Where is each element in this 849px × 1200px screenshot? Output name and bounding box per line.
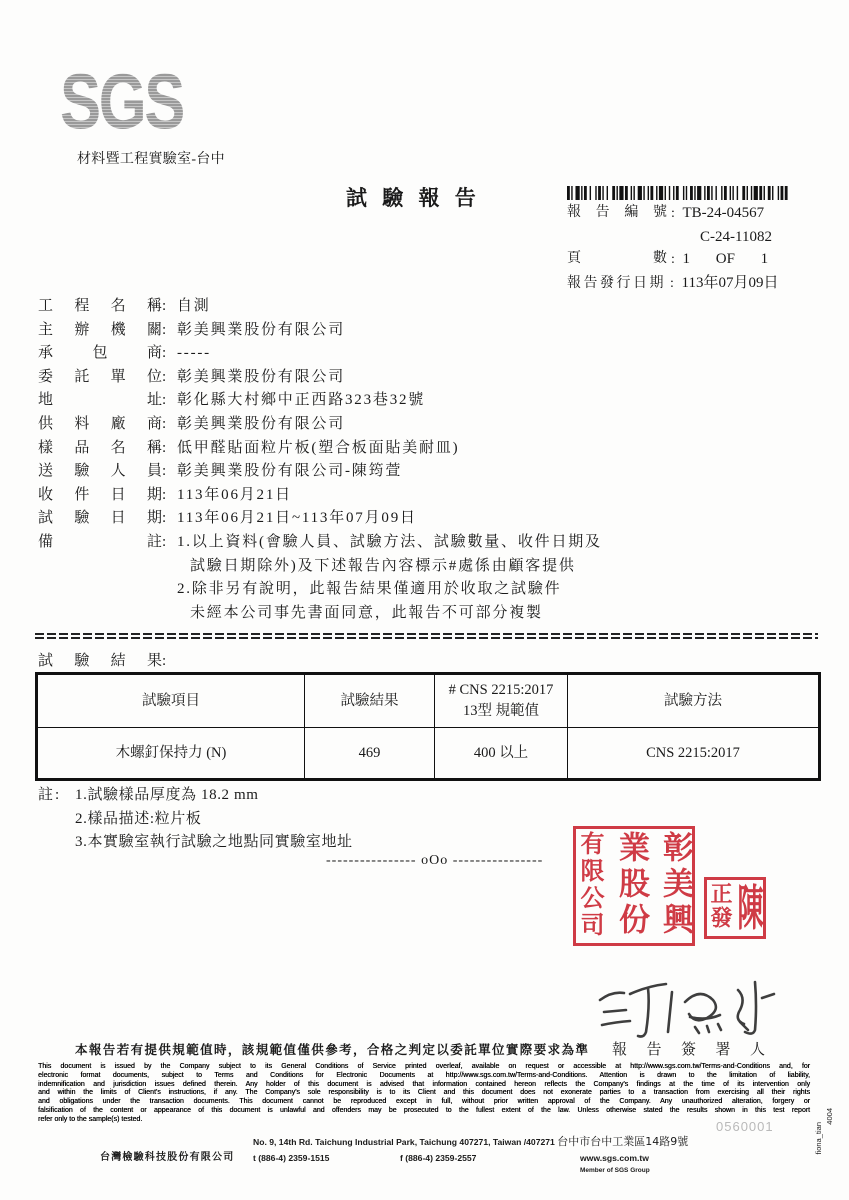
cell-test-method: CNS 2215:2017	[568, 728, 820, 780]
header-spec-value	[435, 674, 568, 728]
barcode-bar	[595, 186, 596, 200]
field-label: 地 址	[38, 392, 162, 409]
barcode-bar	[656, 186, 657, 200]
footer-member-note: Member of SGS Group	[580, 1167, 650, 1174]
colon: :	[162, 653, 167, 669]
legal-line: and within the limits of Client's instructions, if any. The Company's sole responsibility is to its Client and this document does not exonerate parties to a transaction from exercising all their rights	[38, 1089, 810, 1097]
colon: :	[671, 206, 675, 221]
field-label: 樣 品 名 稱	[38, 439, 162, 456]
barcode-bar	[669, 186, 670, 200]
serial-number: 0560001	[716, 1119, 774, 1134]
barcode-bar	[631, 186, 632, 200]
remarks-row	[38, 602, 658, 626]
barcode-bar	[772, 186, 773, 200]
barcode-bar	[737, 186, 738, 200]
cell-spec-value: 400 以上	[435, 728, 568, 780]
barcode-bar	[707, 186, 710, 200]
issue-date-label: 報告發行日期	[567, 276, 666, 291]
barcode-bar	[633, 186, 634, 200]
footer-phone: t (886-4) 2359-1515	[253, 1153, 330, 1163]
seal-column: 有限公司	[576, 831, 605, 939]
colon: :	[55, 787, 60, 803]
barcode-bar	[715, 186, 716, 200]
barcode-bar	[724, 186, 727, 200]
barcode-bar	[659, 186, 663, 200]
header-test-result: 試驗結果	[305, 674, 435, 728]
barcode-bar	[742, 186, 745, 200]
remarks-line: 2.除非另有說明，此報告結果僅適用於收取之試驗件	[177, 581, 562, 598]
field-value: 113年06月21日	[177, 486, 292, 503]
notes	[38, 784, 598, 855]
report-number-row	[567, 203, 764, 224]
barcode-bar	[751, 186, 752, 200]
remarks-line: 未經本公司事先書面同意，此報告不可部分複製	[190, 604, 543, 621]
field-value: 彰化縣大村鄉中正西路323巷32號	[177, 392, 426, 409]
table-row	[37, 728, 820, 780]
field-supplier	[38, 413, 658, 437]
field-sample-name	[38, 437, 658, 461]
barcode-bar	[781, 186, 784, 200]
barcode-bar	[581, 186, 582, 200]
field-value: 彰美興業股份有限公司	[177, 368, 346, 385]
report-fields	[38, 295, 658, 625]
colon: :	[162, 463, 167, 480]
barcode	[567, 186, 789, 200]
barcode-bar	[683, 186, 684, 200]
side-username: fiona_tian	[814, 1122, 823, 1155]
issue-date: 113年07月09日	[681, 275, 779, 291]
barcode-bar	[694, 186, 695, 200]
remarks-row	[38, 555, 658, 579]
remarks-line: 1.以上資料(會驗人員、試驗方法、試驗數量、收件日期及	[177, 533, 602, 550]
field-client	[38, 366, 658, 390]
field-project-name	[38, 295, 658, 319]
report-number-secondary: C-24-11082	[700, 229, 772, 245]
barcode-bar	[619, 186, 623, 200]
results-table	[35, 672, 821, 781]
legal-line: refer only to the sample(s) tested.	[38, 1115, 143, 1123]
note-item	[38, 831, 598, 855]
colon: :	[162, 368, 167, 385]
colon: :	[671, 252, 675, 267]
field-received-date	[38, 484, 658, 508]
barcode-bar	[567, 186, 570, 200]
remarks-label: 備 註	[38, 533, 162, 550]
barcode-bar	[571, 186, 572, 200]
barcode-bar	[673, 186, 674, 200]
colon: :	[162, 533, 167, 550]
colon: :	[670, 276, 674, 291]
barcode-bar	[650, 186, 653, 200]
footer-website: www.sgs.com.tw	[580, 1153, 649, 1163]
divider-line	[35, 637, 818, 639]
colon: :	[162, 392, 167, 409]
note-text: 3.本實驗室執行試驗之地點同實驗室地址	[75, 834, 353, 850]
note-text: 1.試驗樣品厚度為 18.2 mm	[75, 787, 259, 803]
field-test-date	[38, 507, 658, 531]
seal-column: 正發	[707, 882, 733, 930]
barcode-bar	[697, 186, 701, 200]
signatory-label: 報 告 簽 署 人	[612, 1042, 765, 1058]
field-label: 委 託 單 位	[38, 368, 162, 385]
legal-line: and obligations under the transaction documents. This document cannot be reproduced except in full, without prior written approval of the Company. Any unauthorized alteration, forgery or	[38, 1098, 810, 1106]
report-title: 試 驗 報 告	[346, 186, 481, 210]
barcode-bar	[575, 186, 579, 200]
colon: :	[162, 510, 167, 527]
side-number: 4004	[825, 1108, 834, 1125]
field-value: 彰美興業股份有限公司-陳筠萱	[177, 463, 403, 480]
barcode-bar	[721, 186, 722, 200]
double-divider	[35, 632, 818, 640]
colon: :	[162, 415, 167, 432]
barcode-bar	[602, 186, 603, 200]
remarks-line: 試驗日期除外)及下述報告內容標示#處係由顧客提供	[190, 557, 576, 574]
legal-line: electronic format documents, subject to Terms and Conditions for Electronic Documents at http://www.sgs.com.tw/Terms-and-Conditions. Attention is drawn to the limitation of liability,	[38, 1071, 810, 1079]
cell-test-result: 469	[305, 728, 435, 780]
field-value: 低甲醛貼面粒片板(塑合板面貼美耐皿)	[177, 439, 460, 456]
legal-terms	[38, 1063, 810, 1125]
footer-address-en: No. 9, 14th Rd. Taichung Industrial Park, Taichung 407271, Taiwan /407271	[253, 1137, 555, 1147]
barcode-bar	[778, 186, 779, 200]
barcode-bar	[732, 186, 733, 200]
header-spec-standard: # CNS 2215:2017	[448, 682, 554, 698]
field-label: 主 辦 機 關	[38, 321, 162, 338]
legal-line: indemnification and jurisdiction issues defined therein. Any holder of this document is advised that information contained hereon reflects the Company's findings at the time of its intervention only	[38, 1080, 810, 1088]
field-contractor	[38, 342, 658, 366]
results-label: 試 驗 結 果	[38, 653, 162, 669]
header-spec-type: 13型 規範值	[462, 703, 540, 719]
remarks-row	[38, 531, 658, 555]
barcode-bar	[612, 186, 615, 200]
field-submitter	[38, 460, 658, 484]
colon: :	[162, 321, 167, 338]
legal-line: This document is issued by the Company subject to its General Conditions of Service printed overleaf, available on request or accessible at http://www.sgs.com.tw/Terms-and-Conditions and, for	[38, 1063, 810, 1070]
person-seal	[704, 877, 766, 939]
barcode-bar	[711, 186, 712, 200]
footer-address-zh: 台中市台中工業區14路9號	[557, 1135, 689, 1148]
notes-label: 註	[38, 787, 54, 803]
end-of-report-mark: ---------------- oOo ----------------	[326, 853, 544, 868]
barcode-bar	[704, 186, 705, 200]
barcode-bar	[616, 186, 617, 200]
field-organizer	[38, 319, 658, 343]
barcode-bar	[785, 186, 788, 200]
remarks-row	[38, 578, 658, 602]
colon: :	[162, 486, 167, 503]
field-value: 自測	[177, 298, 211, 314]
sgs-logo: SGS	[60, 57, 184, 145]
seal-column: 彰美興	[657, 831, 693, 939]
issue-date-row	[567, 273, 778, 294]
barcode-bar	[676, 186, 679, 200]
barcode-bar	[584, 186, 587, 200]
barcode-bar	[590, 186, 591, 200]
barcode-bar	[643, 186, 644, 200]
barcode-bar	[686, 186, 687, 200]
field-address	[38, 389, 658, 413]
header-test-item: 試驗項目	[37, 674, 305, 728]
note-item	[38, 784, 598, 808]
barcode-bar	[638, 186, 642, 200]
field-label: 試 驗 日 期	[38, 510, 162, 527]
field-label: 工 程 名 稱	[38, 298, 162, 314]
page-count-row	[567, 249, 768, 270]
legal-line: falsification of the content or appearance of this document is unlawful and offenders may be prosecuted to the fullest extent of the law. Unless otherwise stated the results shown in this test report	[38, 1106, 810, 1114]
cell-test-item: 木螺釘保持力 (N)	[37, 728, 305, 780]
footer-address	[253, 1136, 688, 1148]
colon: :	[162, 345, 167, 362]
barcode-bar	[764, 186, 765, 200]
divider-line	[35, 633, 818, 635]
barcode-bar	[648, 186, 649, 200]
company-seal	[573, 826, 695, 946]
spec-disclaimer: 本報告若有提供規範值時，該規範值僅供參考，合格之判定以委託單位實際要求為準	[75, 1043, 590, 1057]
field-value: 彰美興業股份有限公司	[177, 415, 346, 432]
field-label: 收 件 日 期	[38, 486, 162, 503]
note-text: 2.樣品描述:粒片板	[75, 810, 202, 827]
table-header-row	[37, 674, 820, 728]
barcode-bar	[690, 186, 693, 200]
handwritten-signature	[590, 972, 785, 1042]
field-label: 承 包 商	[38, 345, 162, 362]
field-value: 彰美興業股份有限公司	[177, 321, 346, 338]
barcode-bar	[754, 186, 758, 200]
header-test-method: 試驗方法	[568, 674, 820, 728]
page-count: 1 OF 1	[682, 251, 769, 267]
footer-fax: f (886-4) 2359-2557	[400, 1153, 477, 1163]
report-number: TB-24-04567	[682, 205, 765, 221]
field-value: -----	[177, 345, 211, 362]
report-number-label: 報 告 編 號	[567, 205, 667, 220]
seal-column: 業股份	[613, 831, 649, 939]
lab-name: 材料暨工程實驗室-台中	[77, 152, 225, 167]
barcode-bar	[607, 186, 608, 200]
colon: :	[162, 439, 167, 456]
footer-company-name: 台灣檢驗科技股份有限公司	[100, 1152, 235, 1163]
barcode-bar	[759, 186, 762, 200]
field-label: 送 驗 人 員	[38, 463, 162, 480]
barcode-bar	[598, 186, 601, 200]
report-number-secondary-row	[700, 227, 772, 248]
results-heading	[38, 649, 177, 673]
barcode-bar	[747, 186, 748, 200]
seal-column: 陳	[733, 882, 763, 931]
barcode-bar	[625, 186, 628, 200]
field-label: 供 料 廠 商	[38, 415, 162, 432]
barcode-bar	[665, 186, 666, 200]
barcode-bar	[730, 186, 731, 200]
barcode-bar	[768, 186, 771, 200]
field-value: 113年06月21日~113年07月09日	[177, 510, 417, 527]
note-item	[38, 808, 598, 832]
page-count-label: 頁 數	[567, 251, 667, 266]
colon: :	[162, 298, 167, 314]
